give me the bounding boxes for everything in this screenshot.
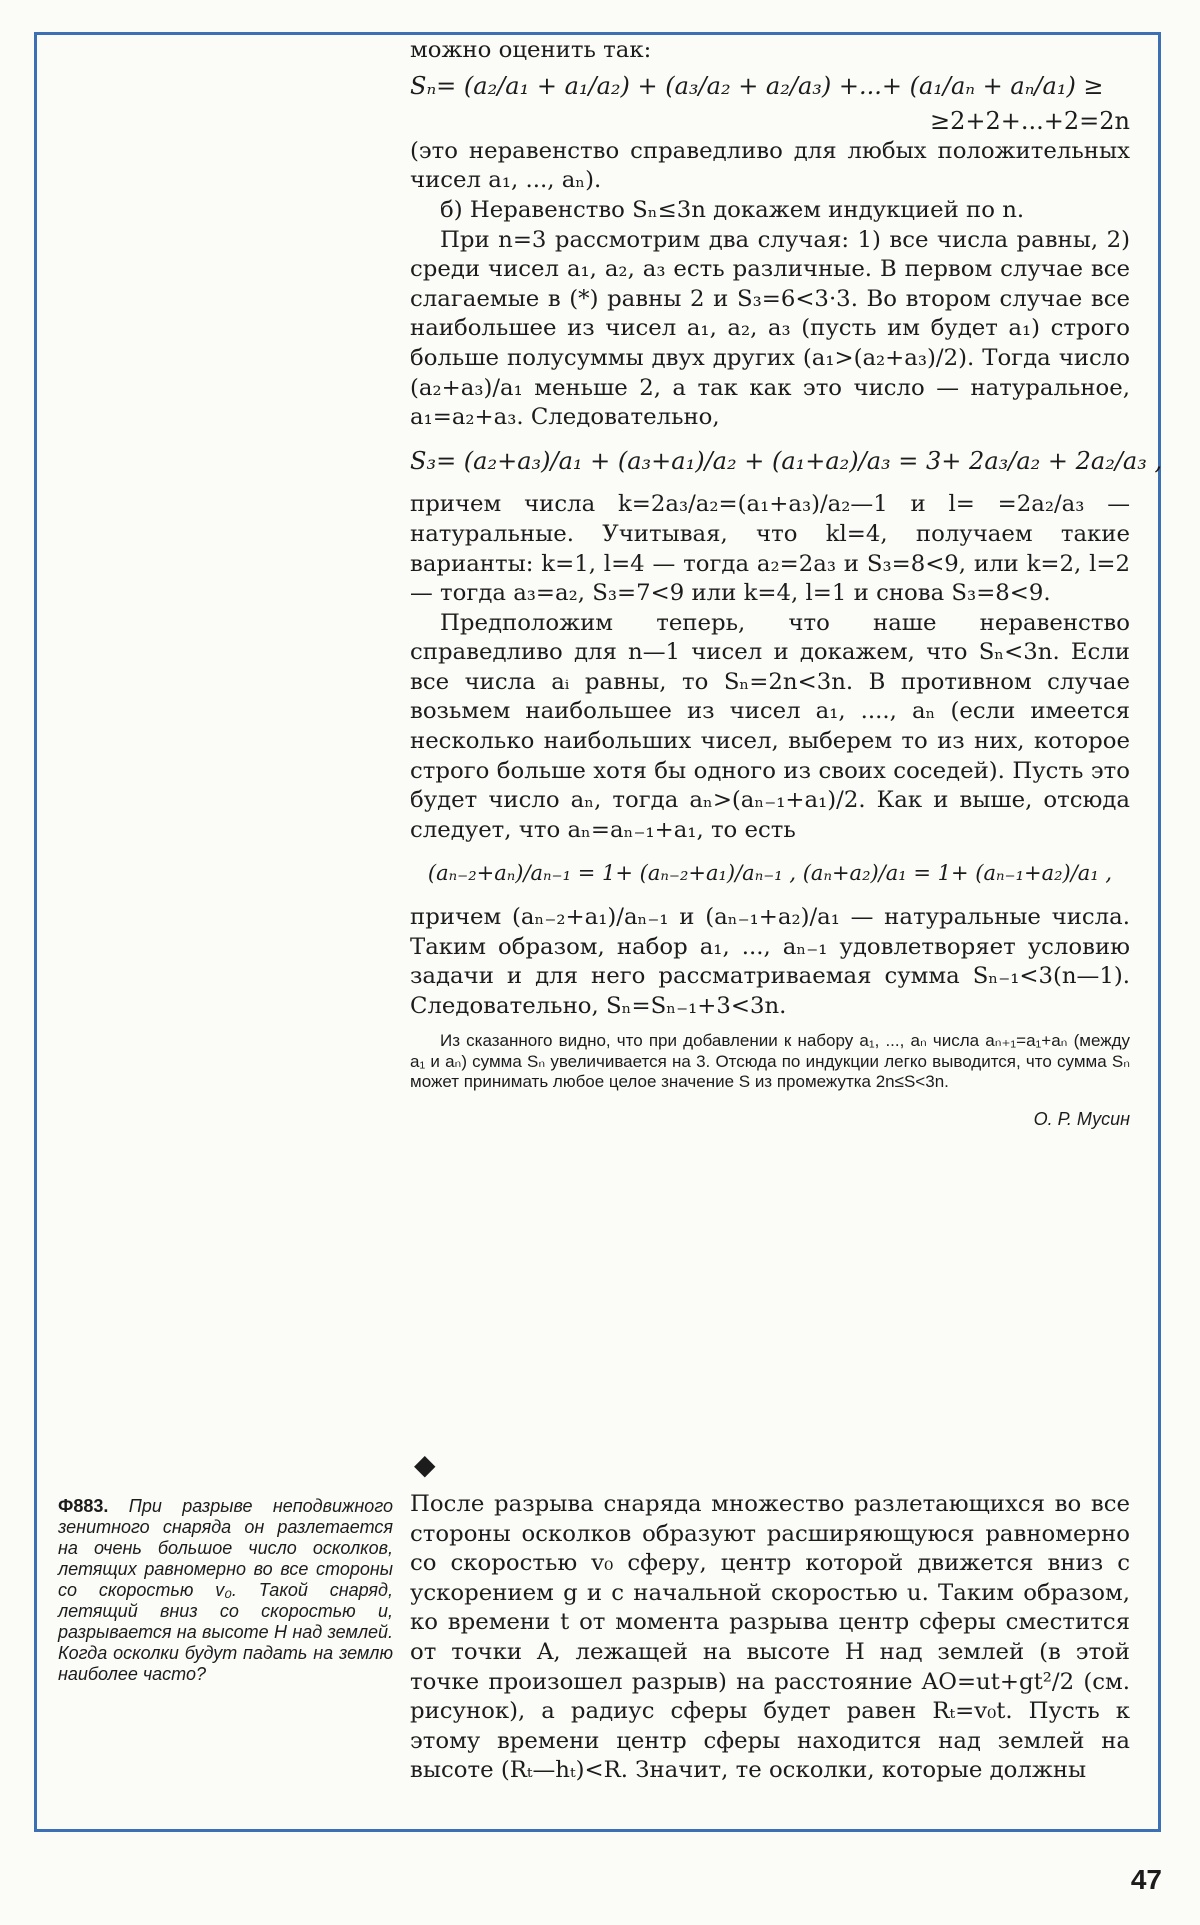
paragraph: б) Неравенство Sₙ≤3n докажем индукцией по n. bbox=[440, 196, 1025, 223]
paragraph: причем (aₙ₋₂+a₁)/aₙ₋₁ и (aₙ₋₁+a₂)/a₁ — натуральные числа. Таким образом, набор a₁, ..., aₙ₋₁ удовлетворяет условию задачи и для него рассматриваемая сумма Sₙ₋₁<3(n—1). Следовательно, Sₙ=Sₙ₋₁+3<3n. bbox=[410, 904, 1130, 1019]
equation-an: (aₙ₋₂+aₙ)/aₙ₋₁ = 1+ (aₙ₋₂+a₁)/aₙ₋₁ , (aₙ+a₂)/a₁ = 1+ (aₙ₋₁+a₂)/a₁ , bbox=[427, 861, 1113, 886]
author-signature: О. Р. Мусин bbox=[1033, 1108, 1130, 1129]
paragraph: (это неравенство справедливо для любых положительных чисел a₁, ..., aₙ). bbox=[410, 137, 1130, 194]
equation-sum-estimate: Sₙ= (a₂/a₁ + a₁/a₂) + (a₃/a₂ + a₂/a₃) +...+ (a₁/aₙ + aₙ/a₁) ≥ bbox=[410, 71, 1104, 100]
equation-s3: S₃= (a₂+a₃)/a₁ + (a₃+a₁)/a₂ + (a₁+a₂)/a₃ = 3+ 2a₃/a₂ + 2a₂/a₃ , bbox=[410, 446, 1163, 475]
page-number: 47 bbox=[1130, 1864, 1162, 1895]
problem-text: При разрыве неподвижного зенитного снаряда он разлетается на очень большое число осколков, летящих равномерно во все стороны со скоростью v₀. Такой снаряд, летящий вниз со скоростью u, разрывается на высоте H над землей. Когда осколки будут падать на землю наиболее часто? bbox=[58, 1496, 393, 1684]
problem-statement bbox=[58, 1496, 393, 1685]
paragraph: Предположим теперь, что наше неравенство справедливо для n—1 чисел и докажем, что Sₙ<3n. Если все числа aᵢ равны, то Sₙ=2n<3n. В противном случае возьмем наибольшее из чисел a₁, ...., aₙ (если имеется несколько наибольших чисел, выберем то из них, которое строго больше хотя бы одного из своих соседей). Пусть это будет число aₙ, тогда aₙ>(aₙ₋₁+a₁)/2. Как и выше, отсюда следует, что aₙ=aₙ₋₁+a₁, то есть bbox=[410, 609, 1130, 843]
main-column bbox=[410, 36, 1163, 1135]
section-separator-icon: ◆ bbox=[414, 1448, 436, 1481]
solution-text: После разрыва снаряда множество разлетающихся во все стороны осколков образуют расширяющуюся равномерно со скоростью v₀ сферу, центр которой движется вниз с ускорением g и с начальной скоростью u. Таким образом, ко времени t от момента разрыва центр сферы сместится от точки A, лежащей на высоте H над землей (в этой точке произошел разрыв) на расстояние AO=ut+gt²/2 (см. рисунок), а радиус сферы будет равен Rₜ=v₀t. Пусть к этому времени центр сферы находится над землей на высоте (Rₜ—hₜ)<R. Значит, те осколки, которые должны bbox=[410, 1491, 1130, 1784]
problem-number: Ф883. bbox=[58, 1496, 109, 1516]
paragraph: При n=3 рассмотрим два случая: 1) все числа равны, 2) среди чисел a₁, a₂, a₃ есть различные. В первом случае все слагаемые в (*) равны 2 и S₃=6<3·3. Во втором случае все наибольшее из чисел a₁, a₂, a₃ (пусть им будет a₁) строго больше полусуммы двух других (a₁>(a₂+a₃)/2). Тогда число (a₂+a₃)/a₁ меньше 2, а так как это число — натуральное, a₁=a₂+a₃. Следовательно, bbox=[410, 226, 1130, 431]
solution-column bbox=[410, 1490, 1130, 1786]
equation-sum-estimate-cont: ≥2+2+...+2=2n bbox=[930, 107, 1130, 136]
intro-line: можно оценить так: bbox=[410, 37, 652, 63]
paragraph: причем числа k=2a₃/a₂=(a₁+a₃)/a₂—1 и l= =2a₂/a₃ — натуральные. Учитывая, что kl=4, получаем такие варианты: k=1, l=4 — тогда a₂=2a₃ и S₃=8<9, или k=2, l=2 — тогда a₃=a₂, S₃=7<9 или k=4, l=1 и снова S₃=8<9. bbox=[410, 491, 1130, 607]
note-paragraph: Из сказанного видно, что при добавлении к набору a₁, ..., aₙ числа aₙ₊₁=a₁+aₙ (между a₁ и aₙ) сумма Sₙ увеличивается на 3. Отсюда по индукции легко выводится, что сумма Sₙ может принимать любое целое значение S из промежутка 2n≤S<3n. bbox=[410, 1031, 1130, 1092]
